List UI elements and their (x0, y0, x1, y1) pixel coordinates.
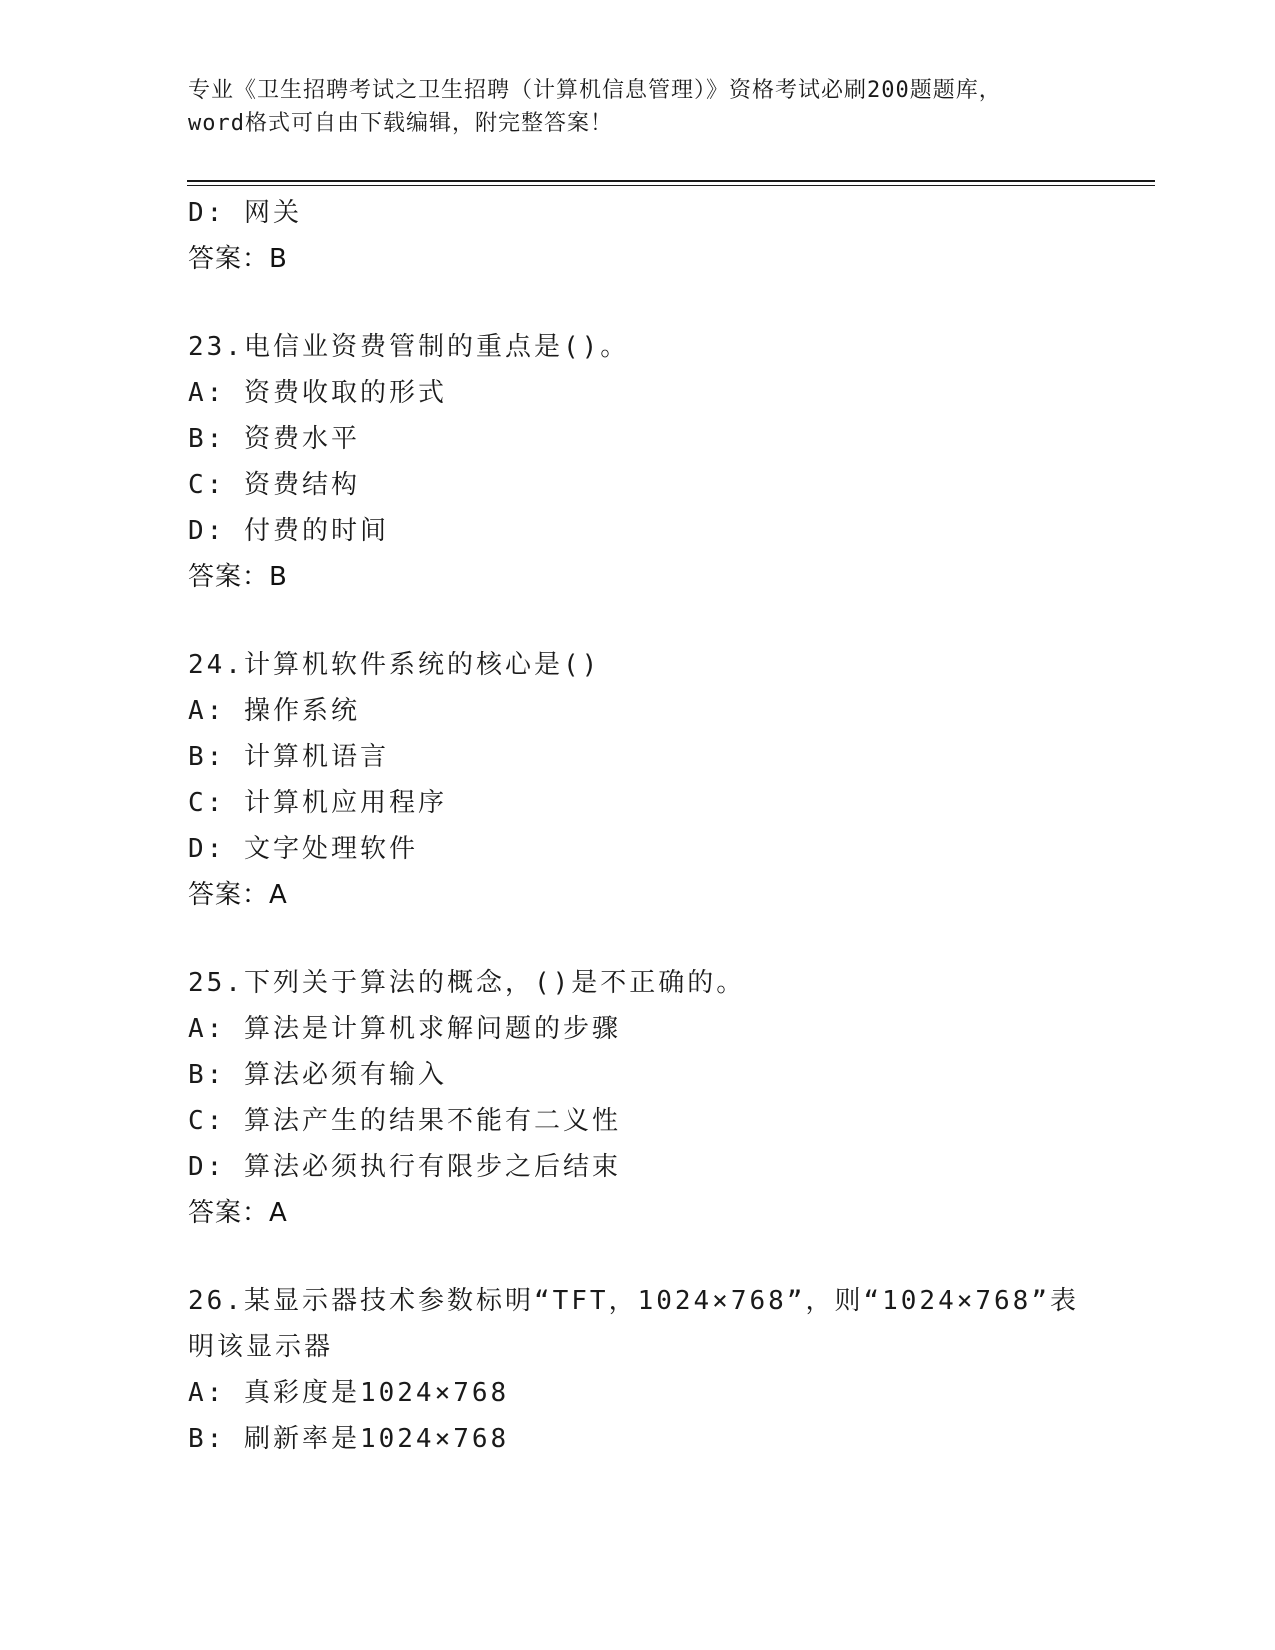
header-divider-thin (187, 185, 1155, 186)
option-a: A: 真彩度是1024×768 (188, 1378, 510, 1408)
previous-option-d: D: 网关 (188, 198, 302, 228)
option-b: B: 算法必须有输入 (188, 1060, 447, 1090)
option-b: B: 资费水平 (188, 424, 360, 454)
option-a: A: 资费收取的形式 (188, 378, 447, 408)
previous-answer: 答案：B (188, 244, 288, 274)
question-stem-line-2: 明该显示器 (188, 1332, 334, 1362)
document-header (188, 74, 1088, 140)
option-c: C: 计算机应用程序 (188, 788, 447, 818)
answer: 答案：B (188, 562, 288, 592)
answer: 答案：A (188, 880, 288, 910)
option-c: C: 资费结构 (188, 470, 360, 500)
question-24 (188, 642, 1088, 918)
question-stem-line-1: 26.某显示器技术参数标明“TFT，1024×768”，则“1024×768”表 (188, 1286, 1079, 1316)
option-a: A: 操作系统 (188, 696, 360, 726)
option-b: B: 刷新率是1024×768 (188, 1424, 510, 1454)
option-d: D: 算法必须执行有限步之后结束 (188, 1152, 621, 1182)
question-26 (188, 1278, 1088, 1462)
header-title-line-1: 专业《卫生招聘考试之卫生招聘（计算机信息管理）》资格考试必刷200题题库， (188, 78, 1002, 103)
option-d: D: 文字处理软件 (188, 834, 418, 864)
option-d: D: 付费的时间 (188, 516, 389, 546)
header-title-line-2: word格式可自由下载编辑，附完整答案！ (188, 111, 613, 136)
option-a: A: 算法是计算机求解问题的步骤 (188, 1014, 621, 1044)
answer: 答案：A (188, 1198, 288, 1228)
option-c: C: 算法产生的结果不能有二义性 (188, 1106, 621, 1136)
question-25 (188, 960, 1088, 1236)
question-stem: 24.计算机软件系统的核心是() (188, 650, 601, 680)
option-b: B: 计算机语言 (188, 742, 389, 772)
question-23 (188, 324, 1088, 600)
question-stem: 23.电信业资费管制的重点是()。 (188, 332, 630, 362)
question-list (188, 190, 1088, 1462)
question-stem: 25.下列关于算法的概念，()是不正确的。 (188, 968, 746, 998)
header-divider-thick (187, 180, 1155, 182)
